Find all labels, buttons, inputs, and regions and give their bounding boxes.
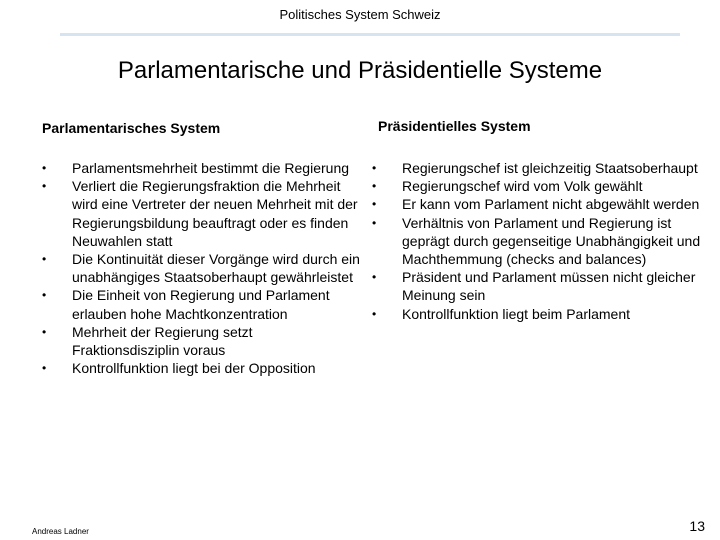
list-item bbox=[42, 286, 362, 322]
header-divider bbox=[60, 33, 680, 36]
slide-header: Politisches System Schweiz bbox=[279, 7, 441, 22]
bullet-icon: • bbox=[42, 361, 47, 376]
list-item bbox=[42, 159, 362, 177]
right-column-heading: Präsidentielles System bbox=[378, 118, 531, 134]
bullet-icon: • bbox=[42, 252, 47, 267]
list-item bbox=[372, 214, 702, 269]
right-bullet-list bbox=[372, 159, 702, 323]
bullet-icon: • bbox=[42, 179, 47, 194]
list-item-text: Mehrheit der Regierung setzt Fraktionsdisziplin voraus bbox=[72, 323, 253, 359]
bullet-icon: • bbox=[372, 215, 377, 230]
list-item bbox=[42, 323, 362, 359]
list-item-text: Verliert die Regierungsfraktion die Mehrheit wird eine Vertreter der neuen Mehrheit mit der Regierungsbildung beauftragt oder es finden Neuwahlen statt bbox=[72, 178, 358, 249]
list-item-text: Regierungschef ist gleichzeitig Staatsoberhaupt bbox=[402, 160, 698, 176]
bullet-icon: • bbox=[372, 270, 377, 285]
slide-title: Parlamentarische und Präsidentielle Systeme bbox=[117, 57, 603, 84]
list-item-text: Er kann vom Parlament nicht abgewählt werden bbox=[402, 196, 700, 213]
list-item-text: Kontrollfunktion liegt beim Parlament bbox=[402, 305, 631, 322]
bullet-icon: • bbox=[372, 161, 377, 175]
list-item bbox=[372, 268, 702, 304]
list-item bbox=[372, 177, 702, 195]
bullet-icon: • bbox=[372, 179, 377, 194]
bullet-icon: • bbox=[42, 161, 47, 175]
bullet-icon: • bbox=[372, 197, 377, 212]
list-item-text: Regierungschef wird vom Volk gewählt bbox=[402, 178, 643, 195]
list-item-text: Kontrollfunktion liegt bei der Opposition bbox=[72, 360, 316, 377]
bullet-icon: • bbox=[372, 306, 377, 321]
footer-author: Andreas Ladner bbox=[32, 527, 89, 536]
list-item bbox=[372, 305, 702, 323]
left-column-heading: Parlamentarisches System bbox=[42, 120, 221, 136]
bullet-icon: • bbox=[42, 288, 47, 303]
list-item-text: Die Einheit von Regierung und Parlament erlauben hohe Machtkonzentration bbox=[72, 287, 330, 322]
list-item-text: Parlamentsmehrheit bestimmt die Regierung bbox=[72, 160, 350, 176]
list-item bbox=[42, 359, 362, 377]
list-item bbox=[372, 195, 702, 213]
list-item-text: Verhältnis von Parlament und Regierung ist geprägt durch gegenseitige Unabhängigkeit und Machthemmung (checks and balances) bbox=[402, 214, 701, 268]
bullet-icon: • bbox=[42, 324, 47, 339]
list-item bbox=[372, 159, 702, 177]
left-bullet-list bbox=[42, 159, 362, 377]
list-item bbox=[42, 250, 362, 286]
list-item-text: Präsident und Parlament müssen nicht gleicher Meinung sein bbox=[402, 269, 696, 304]
list-item bbox=[42, 177, 362, 250]
page-number: 13 bbox=[689, 518, 705, 534]
list-item-text: Die Kontinuität dieser Vorgänge wird durch ein unabhängiges Staatsoberhaupt gewährleistet bbox=[72, 251, 360, 286]
